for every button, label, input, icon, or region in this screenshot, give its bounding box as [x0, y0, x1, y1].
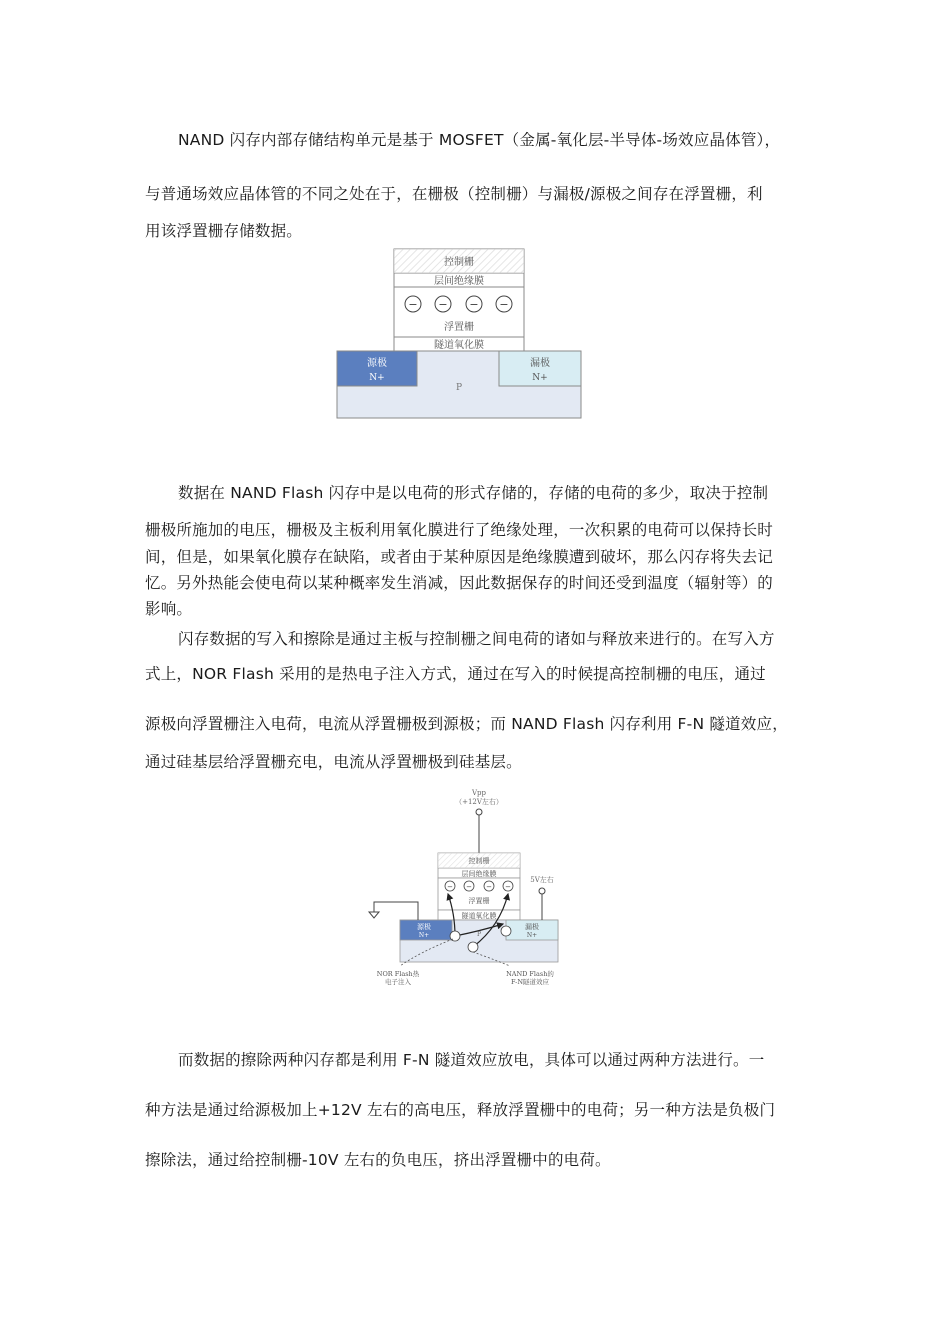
- source-label: 源极: [367, 358, 387, 369]
- paragraph-3-line-3: 源极向浮置栅注入电荷，电流从浮置栅极到源极；而 NAND Flash 闪存利用 F-N 隧道效应，: [145, 715, 788, 733]
- paragraph-3-line-2: 式上，NOR Flash 采用的是热电子注入方式，通过在写入的时候提高控制栅的电压，通过: [145, 665, 766, 683]
- interlayer-insulation-label: 层间绝缘膜: [461, 870, 497, 878]
- paragraph-1-line-2: 与普通场效应晶体管的不同之处在于，在栅极（控制栅）与漏极/源极之间存在浮置栅，利: [145, 185, 763, 203]
- nand-label-line-2: F-N隧道效应: [510, 978, 550, 986]
- electron-3-sign: −: [486, 883, 492, 891]
- paragraph-2-line-3: 间，但是，如果氧化膜存在缺陷，或者由于某种原因是绝缘膜遭到破坏，那么闪存将失去记: [145, 548, 774, 566]
- paragraph-2-line-1: 数据在 NAND Flash 闪存中是以电荷的形式存储的，存储的电荷的多少，取决于控制: [178, 484, 769, 502]
- paragraph-4-line-2: 种方法是通过给源极加上+12V 左右的高电压，释放浮置栅中的电荷；另一种方法是负极门: [145, 1101, 776, 1119]
- control-gate-label: 控制栅: [444, 257, 474, 268]
- electron-4-sign: −: [499, 298, 509, 311]
- electron-injected-2: [501, 926, 511, 936]
- nor-label-line-1: NOR Flash热: [376, 970, 420, 978]
- nor-label-line-2: 电子注入: [385, 978, 411, 986]
- drain-label: 漏极: [525, 923, 539, 931]
- source-ground-wire: [374, 902, 418, 920]
- drain-type-label: N+: [526, 932, 538, 939]
- drain-voltage-terminal: [539, 888, 545, 894]
- paragraph-3-line-1: 闪存数据的写入和擦除是通过主板与控制栅之间电荷的诸如与释放来进行的。在写入方: [178, 630, 775, 648]
- paragraph-2-line-4: 忆。另外热能会使电荷以某种概率发生消减，因此数据保存的时间还受到温度（辐射等）的: [145, 574, 774, 592]
- write-operation-diagram: [360, 786, 580, 991]
- electron-2-sign: −: [438, 298, 448, 311]
- vpp-terminal: [476, 809, 482, 815]
- floating-gate-structure-diagram: [330, 244, 590, 424]
- floating-gate-label: 浮置栅: [444, 322, 474, 333]
- paragraph-4-line-3: 擦除法，通过给控制栅-10V 左右的负电压，挤出浮置栅中的电荷。: [145, 1151, 611, 1169]
- paragraph-4-line-1: 而数据的擦除两种闪存都是利用 F-N 隧道效应放电，具体可以通过两种方法进行。一: [178, 1051, 765, 1069]
- nand-label-line-1: NAND Flash的: [506, 970, 554, 978]
- tunnel-oxide-label: 隧道氧化膜: [461, 912, 497, 920]
- paragraph-1-line-3: 用该浮置栅存储数据。: [145, 222, 303, 240]
- electron-3-sign: −: [469, 298, 479, 311]
- electron-4-sign: −: [505, 883, 511, 891]
- floating-gate-label: 浮置栅: [468, 897, 490, 905]
- substrate-label: P: [476, 931, 482, 938]
- electron-1-sign: −: [408, 298, 418, 311]
- electron-2-sign: −: [466, 883, 472, 891]
- source-type-label: N+: [418, 932, 430, 939]
- control-gate-label: 控制栅: [468, 857, 490, 865]
- ground-icon: [369, 912, 379, 918]
- drain-label: 漏极: [530, 358, 550, 369]
- electron-1-sign: −: [447, 883, 453, 891]
- vpp-label: Vpp: [471, 789, 487, 797]
- paragraph-1-line-1: NAND 闪存内部存储结构单元是基于 MOSFET（金属-氧化层-半导体-场效应晶体管），: [178, 131, 781, 149]
- vpp-value-label: （+12V左右）: [455, 798, 503, 806]
- interlayer-insulation-label: 层间绝缘膜: [434, 276, 484, 287]
- electron-injected-3: [468, 942, 478, 952]
- tunnel-oxide-label: 隧道氧化膜: [434, 340, 484, 351]
- paragraph-2-line-2: 栅极所施加的电压，栅极及主板利用氧化膜进行了绝缘处理，一次积累的电荷可以保持长时: [145, 521, 774, 539]
- drain-voltage-label: 5V左右: [530, 876, 554, 884]
- drain-type-label: N+: [532, 373, 548, 383]
- paragraph-2-line-5: 影响。: [145, 600, 193, 618]
- source-type-label: N+: [369, 373, 385, 383]
- paragraph-3-line-4: 通过硅基层给浮置栅充电，电流从浮置栅极到硅基层。: [145, 753, 522, 771]
- substrate-label: P: [455, 383, 463, 393]
- source-label: 源极: [417, 923, 431, 931]
